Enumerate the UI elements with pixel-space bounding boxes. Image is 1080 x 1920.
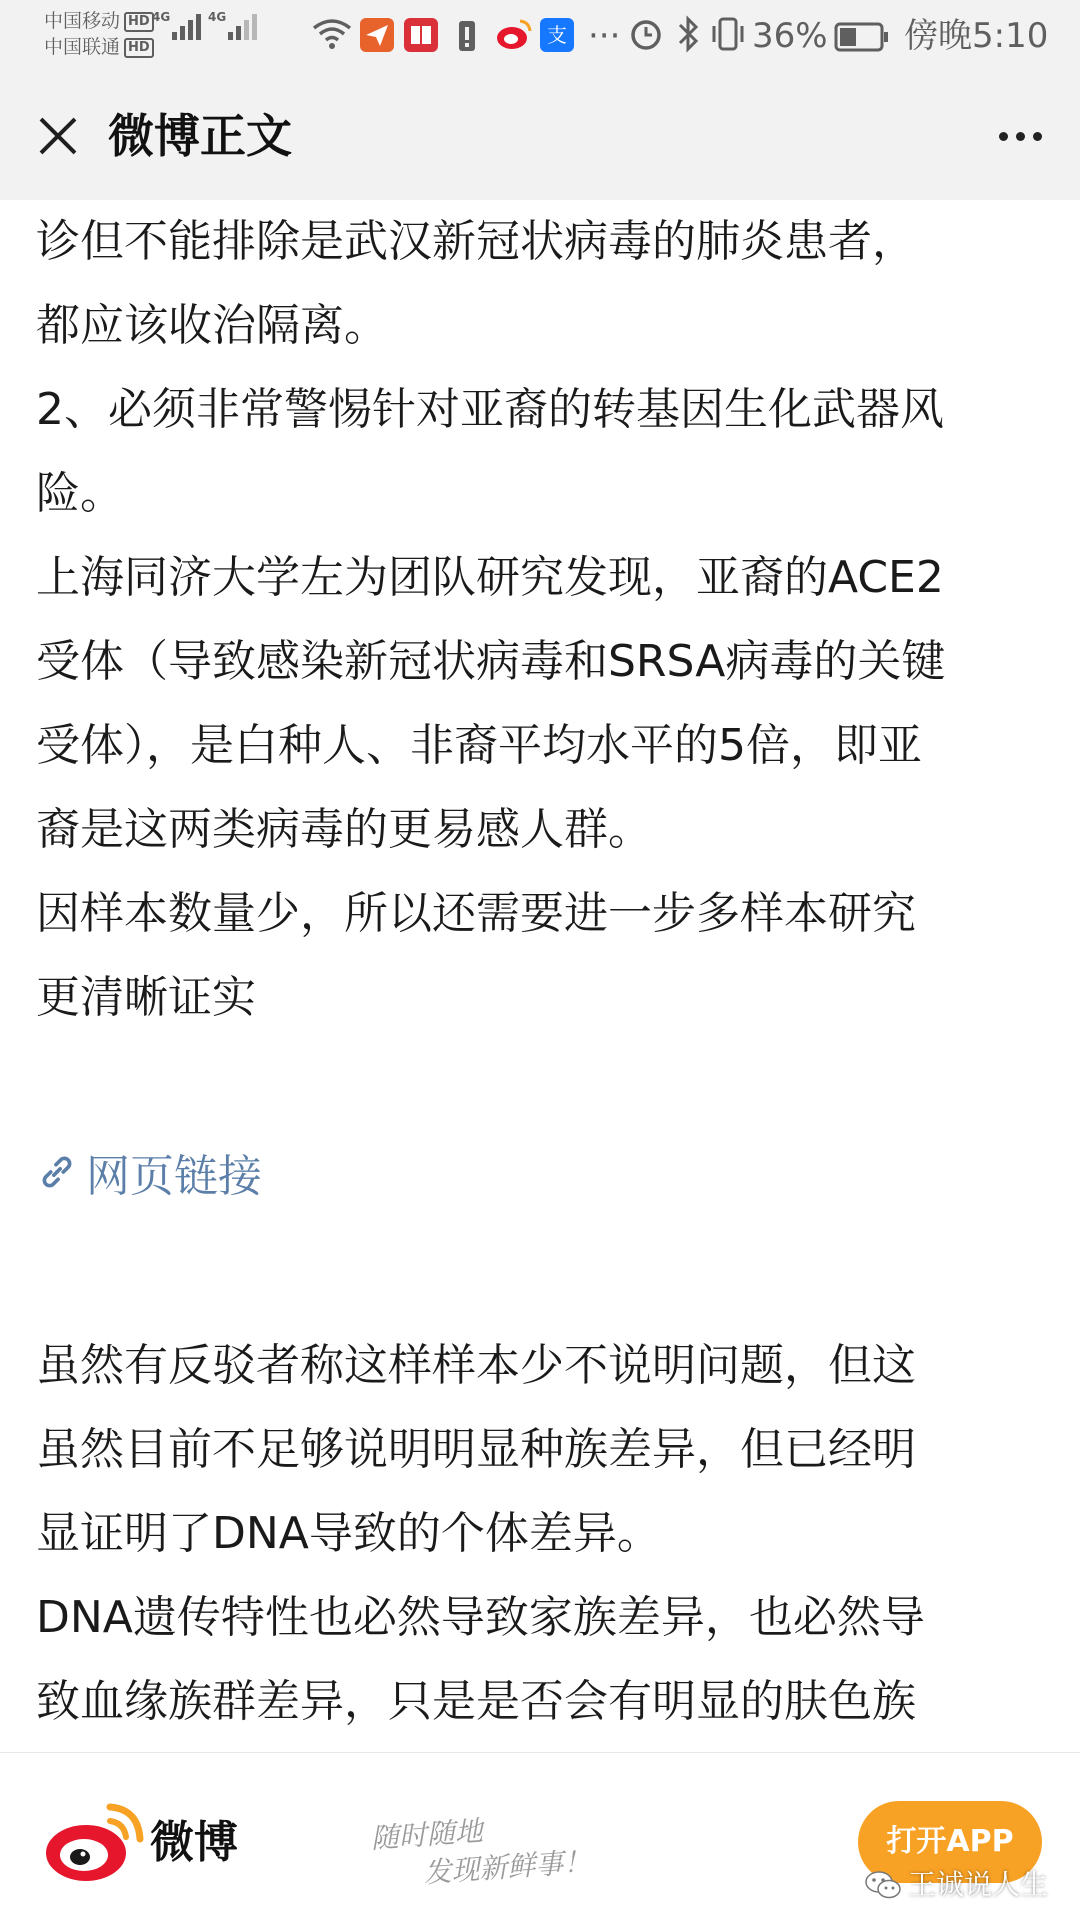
text-line: 受体（导致感染新冠状病毒和SRSA病毒的关键 [36, 636, 946, 687]
link-icon [36, 1151, 78, 1193]
text-line: 险。 [36, 468, 124, 519]
carrier-info [44, 8, 154, 60]
more-notifications: ··· [588, 16, 621, 56]
text-line: 致血缘族群差异，只是是否会有明显的肤色族 [36, 1676, 916, 1727]
signal-icon [208, 10, 257, 40]
post-body [36, 200, 1048, 1760]
web-link[interactable] [36, 1130, 1048, 1214]
text-line: 受体），是白种人、非裔平均水平的5倍，即亚 [36, 720, 922, 771]
text-line: 虽然有反驳者称这样样本少不说明问题，但这 [36, 1340, 916, 1391]
wechat-watermark [864, 1865, 1048, 1905]
text-line: 更清晰证实 [36, 972, 256, 1023]
svg-text:支: 支 [547, 23, 567, 47]
carrier-1: 中国移动 [44, 10, 121, 32]
weibo-notify-icon [496, 18, 532, 52]
slogan [370, 1802, 635, 1896]
watermark-text: 王诚说人生 [908, 1868, 1049, 1901]
dot-icon [1033, 132, 1042, 141]
network-type-1: 4G [152, 10, 171, 24]
close-icon[interactable] [30, 108, 86, 164]
slogan-line-1: 随时随地 [369, 1814, 484, 1856]
paper-plane-icon [360, 18, 394, 52]
clock-time: 傍晚5:10 [904, 16, 1049, 56]
bluetooth-icon [676, 14, 700, 54]
text-line: DNA遗传特性也必然导致家族差异，也必然导 [36, 1592, 925, 1643]
weibo-brand: 微博 [150, 1817, 238, 1868]
slogan-line-2: 发现新鲜事！ [422, 1844, 593, 1890]
book-icon [404, 18, 438, 52]
network-type-2: 4G [208, 10, 227, 24]
text-line: 虽然目前不足够说明明显种族差异，但已经明 [36, 1424, 916, 1475]
page-title: 微博正文 [108, 109, 292, 163]
alarm-icon [628, 16, 664, 52]
hd-badge-1: HD [124, 12, 154, 32]
web-link-label: 网页链接 [86, 1151, 262, 1202]
text-line: 因样本数量少，所以还需要进一步多样本研究 [36, 888, 916, 939]
text-line: 诊但不能排除是武汉新冠状病毒的肺炎患者， [36, 216, 916, 267]
text-line: 都应该收治隔离。 [36, 300, 388, 351]
wechat-icon [864, 1869, 902, 1901]
weibo-logo-icon [40, 1797, 150, 1887]
battery-icon [834, 22, 890, 52]
more-options-button[interactable] [988, 112, 1052, 160]
text-line: 2、必须非常警惕针对亚裔的转基因生化武器风 [36, 384, 944, 435]
carrier-2: 中国联通 [44, 36, 121, 58]
text-line: 显证明了DNA导致的个体差异。 [36, 1508, 661, 1559]
dot-icon [999, 132, 1008, 141]
text-line: 裔是这两类病毒的更易感人群。 [36, 804, 652, 855]
status-bar [0, 0, 1080, 72]
title-bar [0, 72, 1080, 200]
battery-percent: 36% [752, 16, 828, 56]
alipay-icon [540, 18, 574, 52]
wifi-icon [312, 18, 352, 50]
text-line: 上海同济大学左为团队研究发现，亚裔的ACE2 [36, 552, 944, 603]
dot-icon [1016, 132, 1025, 141]
vibrate-icon [708, 14, 748, 54]
hd-badge-2: HD [124, 38, 154, 58]
open-app-button[interactable]: 打开APP [858, 1801, 1042, 1883]
signal-icon [152, 10, 201, 40]
battery-alert-icon [458, 18, 476, 52]
app-promo-bar [0, 1752, 1080, 1920]
